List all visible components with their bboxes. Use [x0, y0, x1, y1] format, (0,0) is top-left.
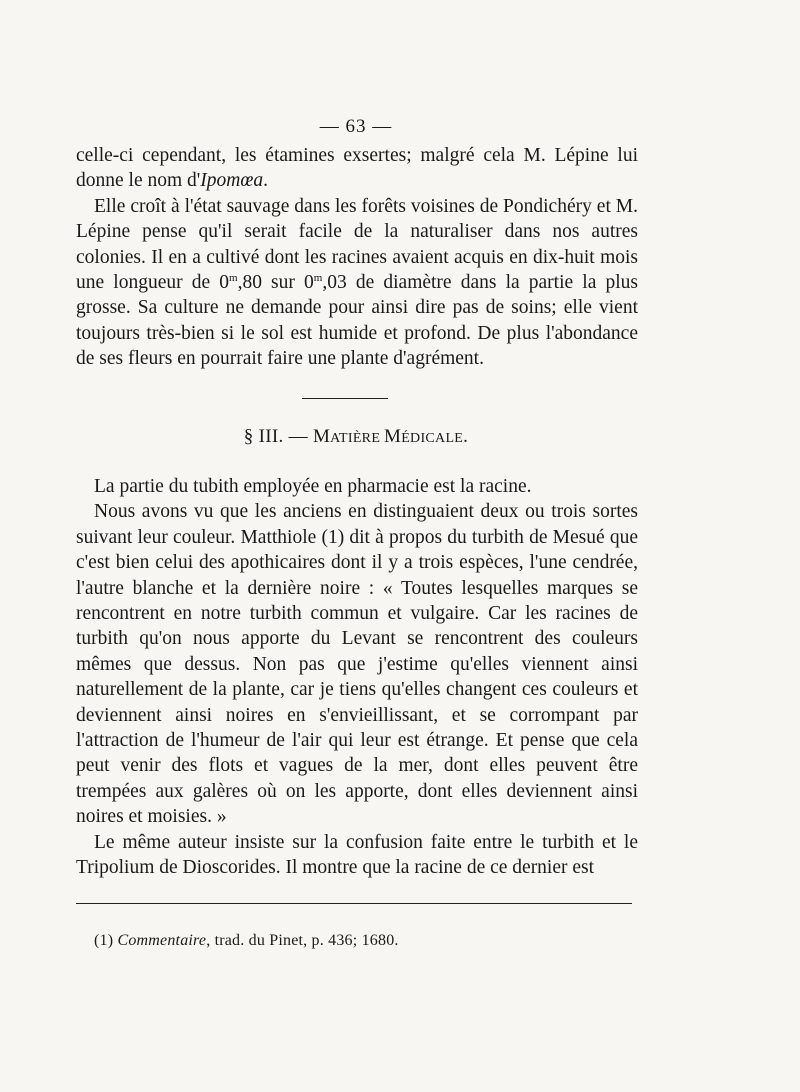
- measure-value: ,80: [237, 272, 262, 294]
- paragraph-continuation: [76, 143, 638, 194]
- footnote-title: Commentaire: [117, 932, 207, 949]
- section-heading: [0, 426, 712, 448]
- text-block-bottom: [76, 474, 638, 881]
- heading-text: M: [312, 426, 331, 447]
- paragraph-text: elle vient toujours très-bien si le sol est humide et profond. De plus l'abondance de ses fleurs en pourrait faire une plante d'agrément.: [76, 297, 638, 370]
- heading-text: M: [383, 426, 402, 447]
- page-number: — 63 —: [319, 116, 393, 137]
- measure-value: 0: [304, 272, 314, 294]
- measure-value: ,03: [322, 272, 347, 294]
- footnote: [94, 932, 399, 950]
- heading-text: ÉDICALE: [401, 431, 464, 446]
- paragraph-text: Elle croît à l'état sauvage dans les forêts voisines de Pondichéry et M. Lépine pense qu'il serait facile de la naturaliser dans nos autres colonies. Il en a cultivé dont les racines avaient acquis en dix-huit mois une longueur de 0: [76, 195, 638, 294]
- paragraph-text: sur: [261, 272, 305, 294]
- unit-superscript: m: [313, 272, 323, 285]
- paragraph-text: de diamètre dans la partie la plus grosse. Sa culture ne demande pour ainsi dire pas de soins;: [76, 272, 638, 319]
- section-number: § III. —: [243, 426, 313, 447]
- text-block-top: [76, 143, 638, 372]
- heading-text: ATIÈRE: [330, 431, 384, 446]
- footnote-rule: [76, 903, 632, 904]
- heading-text: .: [463, 426, 469, 447]
- paragraph-culture: [76, 194, 638, 372]
- paragraph-text: .: [263, 170, 269, 192]
- paragraph-text: celle-ci cependant, les étamines exsertes; malgré cela M. Lépine lui donne le nom d': [76, 145, 638, 192]
- footnote-marker: (1): [94, 932, 118, 949]
- paragraph: Nous avons vu que les anciens en distinguaient deux ou trois sortes suivant leur couleur. Matthiole (1) dit à propos du turbith de Mesué que c'est bien celui des apothicaires dont il y a trois espèces, l'une cendrée, l'autre blanche et la dernière noire : « Toutes lesquelles marques se rencontrent en notre turbith commun et vulgaire. Car les racines de turbith qu'on nous apporte du Levant se rencontrent des couleurs mêmes que dessus. Non pas que j'estime qu'elles viennent ainsi naturellement de la plante, car je tiens qu'elles changent ces couleurs et deviennent ainsi noires en s'envieillissant, et se corrompant par l'attraction de l'humeur de l'air qui leur est étrange. Et pense que cela peut venir des flots et vagues de la mer, dont elles peuvent être trempées aux galères où on les apporte, dont elles deviennent ainsi noires et moisies. »: [76, 501, 638, 828]
- italic-term: Ipomœa: [200, 170, 264, 192]
- paragraph: Le même auteur insiste sur la confusion faite entre le turbith et le Tripolium de Dioscorides. Il montre que la racine de ce dernier est: [76, 831, 638, 879]
- unit-superscript: m: [229, 272, 238, 285]
- section-divider: [302, 398, 388, 399]
- footnote-text: , trad. du Pinet, p. 436; 1680.: [206, 932, 399, 949]
- paragraph: La partie du tubith employée en pharmacie est la racine.: [94, 476, 532, 497]
